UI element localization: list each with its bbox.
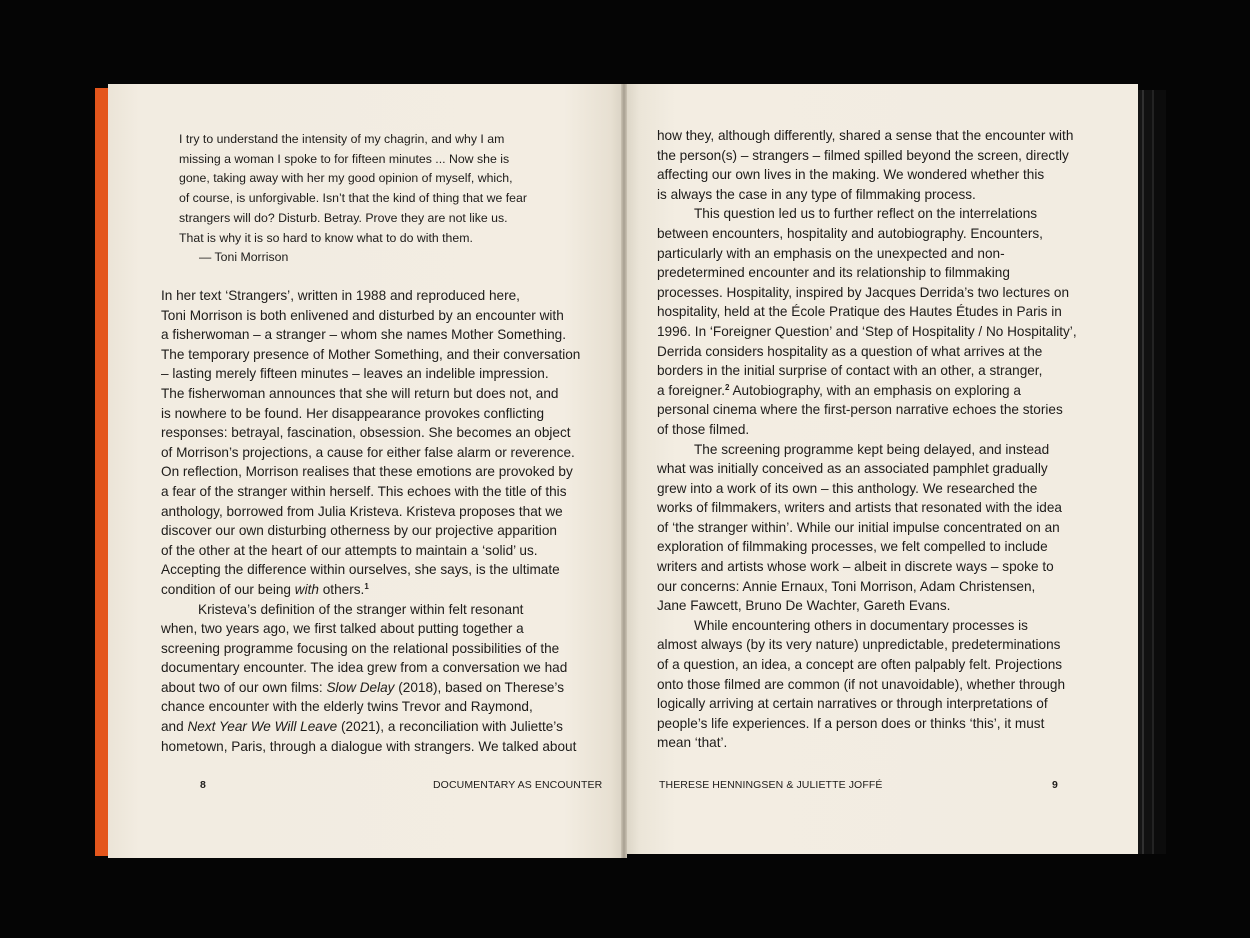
film-title: Slow Delay bbox=[326, 679, 395, 695]
body-line: On reflection, Morrison realises that these emotions are provoked by bbox=[161, 464, 573, 480]
body-line: a foreigner.$^2$ Autobiography, with an emphasis on exploring a bbox=[657, 382, 1021, 398]
body-line: how they, although differently, shared a sense that the encounter with bbox=[657, 128, 1074, 143]
epigraph-line: That is why it is so hard to know what to do with them. bbox=[179, 230, 473, 245]
body-line: affecting our own lives in the making. We wondered whether this bbox=[657, 167, 1045, 183]
body-line: of ‘the stranger within’. While our initial impulse concentrated on an bbox=[657, 519, 1060, 535]
body-line: onto those filmed are common (if not unavoidable), whether through bbox=[657, 676, 1066, 692]
body-line: borders in the initial surprise of contact with an other, a stranger, bbox=[657, 363, 1043, 379]
body-line: and Next Year We Will Leave (2021), a reconciliation with Juliette’s bbox=[161, 719, 563, 735]
film-title: Next Year We Will Leave bbox=[187, 719, 338, 735]
emphasis-text: with bbox=[294, 581, 319, 597]
body-line: personal cinema where the first-person narrative echoes the stories bbox=[657, 402, 1063, 418]
body-line: responses: betrayal, fascination, obsession. She becomes an object bbox=[161, 425, 571, 441]
body-line: writers and artists whose work – albeit in discrete ways – spoke to bbox=[657, 559, 1054, 575]
body-line: of a question, an idea, a concept are often palpably felt. Projections bbox=[657, 657, 1063, 673]
body-line: between encounters, hospitality and autobiography. Encounters, bbox=[657, 225, 1043, 241]
body-line: when, two years ago, we first talked about putting together a bbox=[161, 621, 524, 637]
body-line: The temporary presence of Mother Something, and their conversation bbox=[161, 346, 581, 362]
running-head-right: THERESE HENNINGSEN & JULIETTE JOFFÉ bbox=[659, 779, 883, 791]
page-number-left: 8 bbox=[200, 779, 206, 791]
body-line: a fear of the stranger within herself. This echoes with the title of this bbox=[161, 483, 567, 499]
body-line: works of filmmakers, writers and artists that resonated with the idea bbox=[657, 500, 1062, 516]
body-line: people’s life experiences. If a person does or thinks ‘this’, it must bbox=[657, 715, 1045, 731]
body-line: mean ‘that’. bbox=[657, 735, 728, 751]
body-line: Jane Fawcett, Bruno De Wachter, Gareth Evans. bbox=[657, 598, 951, 614]
body-line: of those filmed. bbox=[657, 421, 750, 437]
body-line: hospitality, held at the École Pratique des Hautes Études in Paris in bbox=[657, 304, 1062, 320]
body-line: condition of our being with others.$^1$ bbox=[161, 581, 369, 597]
body-line: grew into a work of its own – this anthology. We researched the bbox=[657, 480, 1038, 496]
body-line: is always the case in any type of filmmaking process. bbox=[657, 186, 976, 202]
body-line: Derrida considers hospitality as a question of what arrives at the bbox=[657, 343, 1043, 359]
running-head-left: DOCUMENTARY AS ENCOUNTER bbox=[433, 779, 603, 791]
body-line: discover our own disturbing otherness by our projective apparition bbox=[161, 523, 557, 539]
body-line: 1996. In ‘Foreigner Question’ and ‘Step of Hospitality / No Hospitality’, bbox=[657, 323, 1077, 339]
body-line: what was initially conceived as an associated pamphlet gradually bbox=[657, 461, 1048, 477]
body-line: processes. Hospitality, inspired by Jacques Derrida’s two lectures on bbox=[657, 284, 1070, 300]
epigraph-line: I try to understand the intensity of my chagrin, and why I am bbox=[179, 132, 505, 146]
body-line: – lasting merely fifteen minutes – leaves an indelible impression. bbox=[161, 366, 549, 382]
footnote-marker: 2 bbox=[725, 382, 730, 392]
body-line: The fisherwoman announces that she will return but does not, and bbox=[161, 385, 559, 401]
body-line: is nowhere to be found. Her disappearance provokes conflicting bbox=[161, 405, 545, 421]
epigraph-line: gone, taking away with her my good opinion of myself, which, bbox=[179, 171, 513, 186]
body-line: The screening programme kept being delayed, and instead bbox=[694, 441, 1050, 457]
footnote-marker: 1 bbox=[364, 581, 369, 591]
body-line: our concerns: Annie Ernaux, Toni Morrison, Adam Christensen, bbox=[657, 578, 1036, 594]
body-line: anthology, borrowed from Julia Kristeva. Kristeva proposes that we bbox=[161, 503, 563, 519]
epigraph-attribution: — Toni Morrison bbox=[199, 250, 289, 265]
body-line: the person(s) – strangers – filmed spilled beyond the screen, directly bbox=[657, 147, 1069, 163]
body-line: logically arriving at certain narratives or through interpretations of bbox=[657, 696, 1048, 712]
right-body-text bbox=[657, 126, 1107, 753]
body-line: While encountering others in documentary processes is bbox=[694, 617, 1028, 633]
book-gutter bbox=[621, 84, 627, 858]
body-line: Kristeva’s definition of the stranger within felt resonant bbox=[198, 601, 524, 617]
body-line: In her text ‘Strangers’, written in 1988 and reproduced here, bbox=[161, 288, 520, 303]
epigraph bbox=[179, 130, 579, 268]
body-line: a fisherwoman – a stranger – whom she names Mother Something. bbox=[161, 327, 566, 343]
body-line: particularly with an emphasis on the unexpected and non- bbox=[657, 245, 1005, 261]
body-line: predetermined encounter and its relationship to filmmaking bbox=[657, 265, 1010, 281]
page-number-right: 9 bbox=[1052, 779, 1058, 791]
body-line: screening programme focusing on the relational possibilities of the bbox=[161, 640, 560, 656]
body-line: Toni Morrison is both enlivened and disturbed by an encounter with bbox=[161, 307, 564, 323]
body-line: documentary encounter. The idea grew from a conversation we had bbox=[161, 660, 568, 676]
body-line: almost always (by its very nature) unpredictable, predeterminations bbox=[657, 637, 1061, 653]
body-line: Accepting the difference within ourselves, she says, is the ultimate bbox=[161, 562, 560, 578]
body-line: hometown, Paris, through a dialogue with strangers. We talked about bbox=[161, 738, 577, 754]
body-line: This question led us to further reflect on the interrelations bbox=[694, 206, 1038, 222]
body-line: about two of our own films: Slow Delay (2018), based on Therese’s bbox=[161, 679, 564, 695]
epigraph-line: strangers will do? Disturb. Betray. Prove they are not like us. bbox=[179, 210, 508, 225]
body-line: chance encounter with the elderly twins Trevor and Raymond, bbox=[161, 699, 533, 715]
body-line: exploration of filmmaking processes, we felt compelled to include bbox=[657, 539, 1048, 555]
epigraph-line: missing a woman I spoke to for fifteen minutes ... Now she is bbox=[179, 151, 510, 166]
epigraph-line: of course, is unforgivable. Isn’t that the kind of thing that we fear bbox=[179, 191, 527, 206]
left-body-text bbox=[161, 286, 606, 756]
body-line: of Morrison’s projections, a cause for either false alarm or reverence. bbox=[161, 444, 575, 460]
body-line: of the other at the heart of our attempts to maintain a ‘solid’ us. bbox=[161, 542, 538, 558]
